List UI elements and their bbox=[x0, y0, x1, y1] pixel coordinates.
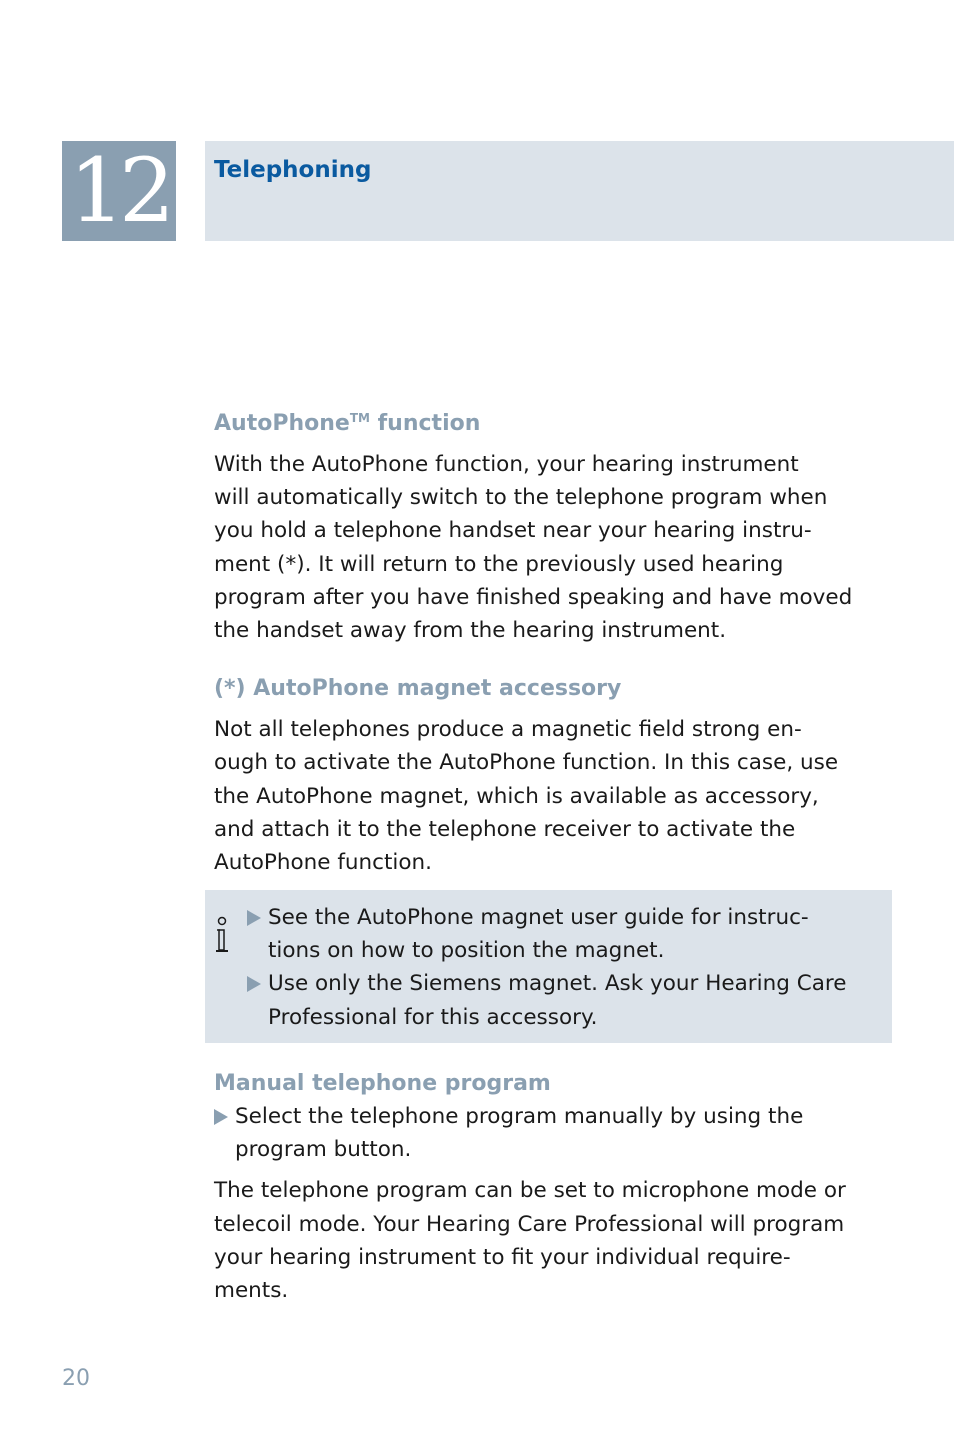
info-box bbox=[205, 890, 892, 1043]
paragraph-line: your hearing instrument to fit your individual require- bbox=[214, 1244, 791, 1270]
autophone-heading bbox=[214, 402, 894, 440]
paragraph-line: the handset away from the hearing instrument. bbox=[214, 618, 727, 644]
paragraph-line: The telephone program can be set to microphone mode or bbox=[214, 1178, 846, 1204]
bullet-triangle-icon bbox=[247, 976, 261, 992]
bullet-line: Select the telephone program manually by using the bbox=[235, 1104, 804, 1129]
manual-heading: Manual telephone program bbox=[214, 1071, 551, 1096]
bullet-line: program button. bbox=[235, 1137, 412, 1163]
info-bullet bbox=[247, 967, 887, 1033]
paragraph-line: Not all telephones produce a magnetic field strong en- bbox=[214, 717, 802, 743]
paragraph-line: ough to activate the AutoPhone function. In this case, use bbox=[214, 750, 839, 776]
paragraph-line: AutoPhone function. bbox=[214, 850, 433, 876]
info-bullets bbox=[247, 901, 887, 1034]
chapter-number: 12 bbox=[62, 141, 176, 241]
info-icon bbox=[214, 916, 230, 956]
paragraph-line: program after you have finished speaking and have moved bbox=[214, 584, 853, 610]
autophone-paragraph bbox=[214, 448, 894, 647]
bullet-line: Professional for this accessory. bbox=[268, 1004, 598, 1030]
paragraph-line: telecoil mode. Your Hearing Care Professional will program bbox=[214, 1211, 845, 1237]
bullet-line: See the AutoPhone magnet user guide for instruc- bbox=[268, 905, 809, 930]
manual-bullet bbox=[214, 1100, 894, 1166]
paragraph-line: the AutoPhone magnet, which is available as accessory, bbox=[214, 783, 819, 809]
paragraph-line: With the AutoPhone function, your hearing instrument bbox=[214, 452, 799, 477]
paragraph-line: you hold a telephone handset near your hearing instru- bbox=[214, 518, 812, 544]
manual-section bbox=[214, 1068, 894, 1307]
chapter-title: Telephoning bbox=[214, 157, 372, 183]
autophone-section bbox=[214, 402, 894, 879]
trademark-mark: TM bbox=[349, 411, 370, 425]
paragraph-line: will automatically switch to the telephone program when bbox=[214, 485, 828, 511]
paragraph-line: ments. bbox=[214, 1278, 289, 1304]
bullet-line: tions on how to position the magnet. bbox=[268, 938, 665, 964]
magnet-paragraph bbox=[214, 713, 894, 879]
magnet-heading: (*) AutoPhone magnet accessory bbox=[214, 676, 622, 702]
info-bullet bbox=[247, 901, 887, 967]
chapter-header bbox=[205, 141, 954, 241]
manual-paragraph bbox=[214, 1174, 894, 1307]
bullet-line: Use only the Siemens magnet. Ask your Hearing Care bbox=[268, 971, 847, 997]
bullet-triangle-icon bbox=[247, 910, 261, 926]
paragraph-line: ment (*). It will return to the previously used hearing bbox=[214, 551, 784, 577]
autophone-heading-suffix: function bbox=[369, 411, 481, 436]
autophone-heading-text: AutoPhone bbox=[214, 411, 350, 436]
bullet-triangle-icon bbox=[214, 1109, 228, 1125]
paragraph-line: and attach it to the telephone receiver to activate the bbox=[214, 816, 796, 842]
page-number: 20 bbox=[62, 1366, 90, 1391]
